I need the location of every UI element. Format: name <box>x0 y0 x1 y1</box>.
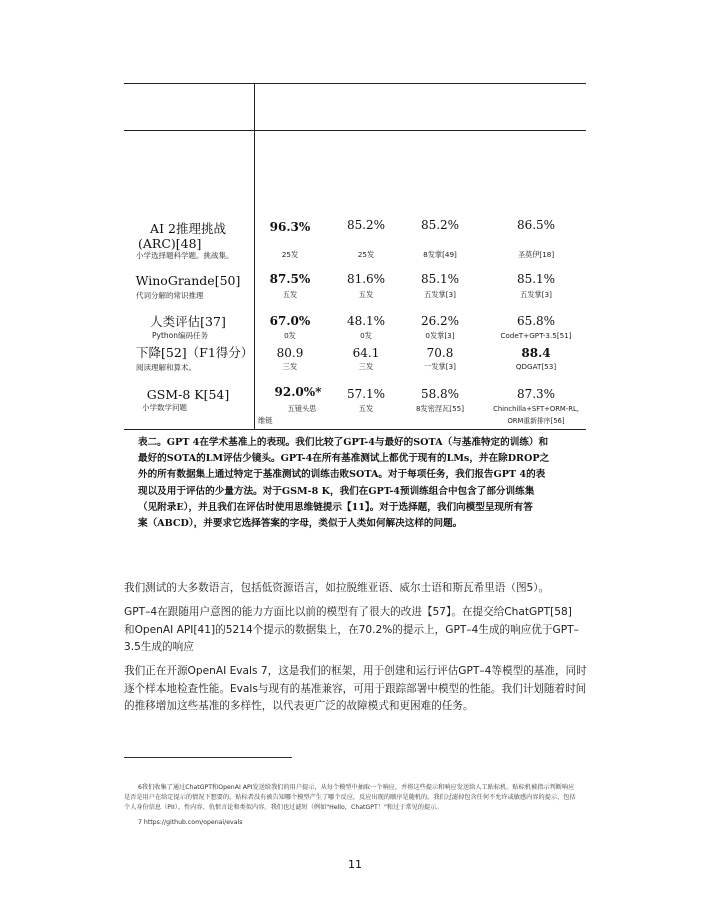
footnote-7: 7 https://github.com/openai/evals <box>138 819 243 826</box>
table-cell-value: 85.1% <box>516 272 556 286</box>
table-cell-note: 三发 <box>282 362 298 371</box>
table-cell-value: 80.9 <box>276 346 304 360</box>
benchmark-name: WinoGrande[50] <box>135 273 241 288</box>
benchmark-desc: 代词分解的常识推理 <box>136 291 204 300</box>
caption-line: 表二。GPT 4在学术基准上的表现。我们比较了GPT-4与最好的SOTA（与基准特定的训练）和 <box>138 437 549 448</box>
table-cell-value: 81.6% <box>346 272 386 286</box>
table-cell-value: 87.3% <box>516 387 556 401</box>
table-cell-value: 92.0%* <box>274 385 322 399</box>
benchmark-desc: 阅读理解和算术。 <box>136 363 196 372</box>
table-cell-value: 86.5% <box>516 218 556 232</box>
table-cell-note: 25发 <box>357 250 375 259</box>
body-paragraph <box>124 580 594 598</box>
table-cell-value: 70.8 <box>426 346 454 360</box>
paragraph-line: GPT–4在跟随用户意图的能力方面比以前的模型有了很大的改进【57】。在提交给ChatGPT[58] <box>124 606 572 618</box>
table-cell-note: 五发 <box>282 290 298 299</box>
page-number: 11 <box>348 858 362 871</box>
table-cell-note: 五发掌[3] <box>424 290 456 299</box>
paragraph-line: 我们测试的大多数语言，包括低资源语言，如拉脱维亚语、威尔士语和斯瓦希里语（图5）。 <box>124 582 550 594</box>
body-paragraph <box>124 663 594 716</box>
table-cell-value: 96.3% <box>269 220 311 234</box>
table-cell-value: 48.1% <box>346 314 386 328</box>
benchmark-desc: Python编码任务 <box>152 331 208 340</box>
caption-line: （见附录E），并且我们在评估时使用思维链提示【11】。对于选择题，我们向模型呈现所有答 <box>138 501 533 513</box>
table-caption <box>138 435 574 532</box>
table-cell-value: 85.2% <box>346 218 386 232</box>
table-cell-note: 0发 <box>360 331 372 340</box>
benchmark-desc: 小学选择题科学题。挑战集。 <box>136 251 234 260</box>
body-paragraph <box>124 604 594 657</box>
table-cell-note: 五发 <box>358 404 374 413</box>
table-cell-note: 0发掌[3] <box>425 331 455 340</box>
table-cell-value: 26.2% <box>420 314 460 328</box>
table-cell-value: 64.1 <box>352 346 380 360</box>
footnote-rule <box>124 757 292 758</box>
table-cell-note: 8发掌[49] <box>423 250 457 259</box>
benchmark-desc: 小学数学问题 <box>142 403 187 412</box>
benchmark-name: GSM-8 K[54] <box>146 387 230 402</box>
benchmark-name: AI 2推理挑战 <box>150 221 226 236</box>
paragraph-line: 我们正在开源OpenAI Evals 7，这是我们的框架，用于创建和运行评估GPT–4等模型的基准，同时 <box>124 665 587 677</box>
table-header-rule <box>124 130 586 131</box>
table-cell-value: 65.8% <box>516 314 556 328</box>
table-cell-value: 57.1% <box>346 387 386 401</box>
table-cell-value: 87.5% <box>269 272 311 286</box>
table-bottom-rule <box>124 429 586 430</box>
table-cell-value: 85.2% <box>420 218 460 232</box>
table-cell-note: CodeT+GPT-3.5[51] <box>500 331 572 340</box>
table-cell-value: 58.8% <box>420 387 460 401</box>
paragraph-line: 和OpenAI API[41]的5214个提示的数据集上，在70.2%的提示上，GPT–4生成的响应优于GPT– <box>124 623 579 636</box>
table-cell-note: 25发 <box>281 250 299 259</box>
footnote-line: 个人身份信息（PII）、性内容、仇恨言论和类似内容。我们也过滤短（例如"Hello，ChatGPT！"和过于常见的提示。 <box>124 804 443 811</box>
table-cell-note: 五镜头思 <box>287 404 317 413</box>
paragraph-line: 3.5生成的响应 <box>124 641 194 653</box>
footnote-line: 是否是用户在给定提示的情况下想要的。贴标者没有被告知哪个模型产生了哪个反应，反应出现的顺序是随机的。我们过滤掉包含任何不允许或敏感内容的提示，包括 <box>124 794 576 801</box>
table-cell-note: 8发密涅瓦[55] <box>415 404 465 413</box>
caption-line: 外的所有数据集上通过特定于基准测试的训练击败SOTA。对于每项任务，我们报告GPT 4的表 <box>138 469 546 481</box>
table-cell-value: 88.4 <box>521 346 551 360</box>
table-cell-note: 五发 <box>358 290 374 299</box>
table-cell-note: Chinchilla+SFT+ORM-RL, <box>493 405 579 413</box>
table-cell-note: QDGAT[53] <box>515 362 557 371</box>
paragraph-line: 逐个样本地检查性能。Evals与现有的基准兼容，可用于跟踪部署中模型的性能。我们计划随着时间 <box>124 682 587 695</box>
table-top-rule <box>124 83 586 84</box>
table-cell-value: 67.0% <box>269 314 311 328</box>
benchmark-name-cont: (ARC)[48] <box>138 236 202 251</box>
table-cell-note: 五发掌[3] <box>520 290 552 299</box>
benchmark-name: 下降[52]（F1得分） <box>136 345 254 360</box>
table-cell-note-cont: ORM重新排序[56] <box>507 417 565 425</box>
table-cell-note: 一发掌[3] <box>424 362 456 371</box>
table-cell-value: 85.1% <box>420 272 460 286</box>
table-cell-note: 0发 <box>284 331 296 340</box>
paragraph-line: 的推移增加这些基准的多样性，以代表更广泛的故障模式和更困难的任务。 <box>124 700 474 712</box>
footnote-line: 6我们收集了通过ChatGPT和OpenAI API发送给我们的用户提示，从每个模型中抽取一个响应，并将这些提示和响应发送给人工贴标机。贴标机被指示判断响应 <box>138 784 575 791</box>
caption-line: 案（ABCD），并要求它选择答案的字母，类似于人类如何解决这样的问题。 <box>138 518 463 530</box>
table-cell-note: 三发 <box>358 362 374 371</box>
table-cell-note-cont: 维链 <box>258 416 273 425</box>
caption-line: 最好的SOTA的LM评估少镜头。GPT-4在所有基准测试上都优于现有的LMs，并在除DROP之 <box>138 453 550 465</box>
table-column-divider <box>254 83 255 429</box>
footnote-6 <box>124 783 594 813</box>
benchmark-name: 人类评估[37] <box>150 314 226 329</box>
caption-line: 现以及用于评估的少量方法。对于GSM-8 K，我们在GPT-4预训练组合中包含了部分训练集 <box>138 485 535 497</box>
table-cell-note: 圣莫伊[18] <box>517 250 555 259</box>
